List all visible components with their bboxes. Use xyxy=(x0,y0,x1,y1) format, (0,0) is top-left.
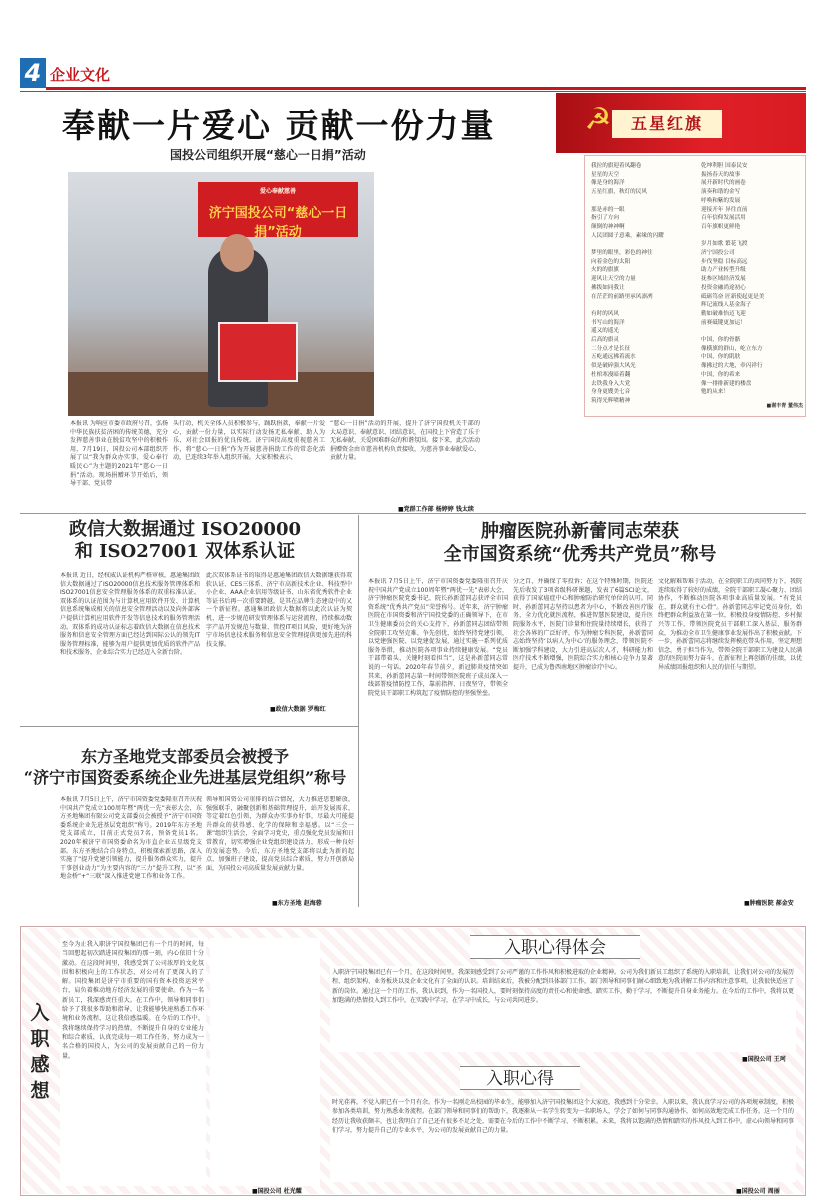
poem-left-line: 人民团圆子意乘，素缘的闪耀 xyxy=(591,232,664,239)
main-article-col1: 本报讯 为响应市委市政府号召，弘扬中华民族扶贫济困的传统美德，充分发挥慈善事业在脱贫攻坚中的积极作用，7月19日，国投公司本部组织开展了以“我为群众办实事，爱心奉行暖民心”为主题的2021年“慈心一日捐”活动。现场捐赠环节开始后，领导干部、党员带 xyxy=(70,420,168,488)
poem-left-line: 指引了方向 xyxy=(591,215,619,222)
poem-right-line: 勉的从来！ xyxy=(701,389,729,396)
poem-right-line: 像一排排新建的楼盘 xyxy=(701,380,752,387)
article2-title xyxy=(60,519,310,563)
article4-byline: ■肿瘤医院 郝金安 xyxy=(744,900,794,907)
poem-left-line: 杜棺寒漫暗着翻 xyxy=(591,371,631,378)
poem-right-line: 呼唤和紫的发展 xyxy=(701,197,741,204)
article4-title-line2: 全市国资系统“优秀共产党员”称号 xyxy=(443,544,717,565)
photo-banner-top: 爱心奉献慈善 xyxy=(259,188,296,195)
poem-right-column xyxy=(701,162,801,402)
entry-experience-byline: ■国投公司 王珂 xyxy=(742,1056,786,1063)
poem-left-line: 遥又的遥光 xyxy=(591,328,619,335)
poem-left-line: 去铁我身入大党 xyxy=(591,380,631,387)
poem-left-line xyxy=(591,301,691,310)
main-article-subtitle: 国投公司组织开展“慈心一日捐”活动 xyxy=(170,148,366,162)
poem-right-line: 中国，你的希来 xyxy=(701,371,741,378)
article4-title xyxy=(400,520,760,566)
poem-right-line: 百年信仰发展活用 xyxy=(701,215,746,222)
poem-left-line: 那是赤的一眼 xyxy=(591,206,625,213)
page-number: 4 xyxy=(20,58,46,88)
article-divider xyxy=(20,726,358,727)
poem-left-line: 拂拨如同我让 xyxy=(591,284,625,291)
poem-right-line: 助力产业转型升级 xyxy=(701,267,746,274)
poem-left-line: 在茫茫的前路里承风凛冽 xyxy=(591,293,653,300)
poem-left-line: 二分点才是长征 xyxy=(591,345,631,352)
poem-left-line: 五屹通远拂着流水 xyxy=(591,354,636,361)
poem-right-line: 像横旗的群山，屹立东方 xyxy=(701,345,763,352)
poem-right-line: 迎接开年 异往直前 xyxy=(701,206,748,213)
main-article-col3: “慈心一日捐”活动的开展，提升了济宁国投机关干部的大局意识、奉献意识、团结意识，在国投上下营造了乐于无私奉献、关爱困难群众的和谐氛围。接下来，此次活动捐赠资金由市慈善机构负责接收，为慈善事业奉献爱心、贡献力量。 xyxy=(330,420,480,462)
header-thin-divider xyxy=(20,91,806,92)
header-divider xyxy=(46,87,806,90)
poem-left-line: 像是身的海洋 xyxy=(591,180,625,187)
entry-thoughts-byline: ■国投公司 杜光耀 xyxy=(252,1188,302,1195)
poem-left-line: 梦里的眼里，彩色的神往 xyxy=(591,250,653,257)
poem-right-line: 前赛砥键更加运！ xyxy=(701,319,746,326)
poem-left-line: 颠倒的神神啊 xyxy=(591,223,625,230)
poem-left-line: 身身更嫂美七音 xyxy=(591,389,631,396)
poem-right-line: 展开新时代的画卷 xyxy=(701,180,746,187)
entry-experience-title: 入职心得体会 xyxy=(470,935,640,959)
entry-experience-text: 入职济宁国投集团已有一个月，在这段时间里，我深刻感受到了公司严谨的工作作风和积极进取的企业精神。公司为我们新员工组织了系统的入职培训，让我们对公司的发展历程、组织架构、业务板块以及企业文化有了全面的认识。培训结束后，我被分配到具体部门工作，部门领导和同事们耐心细致地为我讲解工作内容和注意事项，让我很快适应了新的岗位。通过这一个月的工作，我认识到，作为一名国投人，要时刻保持高度的责任心和使命感，踏实工作，勤于学习，不断提升自身业务能力。在今后的工作中，我将以更加饱满的热情投入到工作中，在实践中学习，在学习中成长，与公司共同进步。 xyxy=(330,966,796,1052)
party-emblem-icon: ☭ xyxy=(584,102,612,137)
donation-box xyxy=(218,322,298,382)
banner-title: 五星红旗 xyxy=(612,110,722,138)
article3-col1: 本报讯 7月5日上午，济宁市国资委党委隆重召开庆祝中国共产党成立100周年暨“两优一先”表彰大会，东方圣地集团有限公司党支部委员会被授予“济宁市国资委系统企业先进基层党组织”称号。2019年东方圣地党支部成立，目前正式党员7名，预备党员1名。2020年被济宁市国资委命名为市直企业五星级党支部。东方圣地结合自身特点，积极探索新思路，深入实施了“提升党建引领能力，提升服务群众实力，提升干事创业动力”为主要内容的“三力”提升工程，以“圣地金桥”+“三联”深入推进党建工作和业务工作。 xyxy=(60,796,202,881)
article4-col1: 本报讯 7月5日上午，济宁市国资委党委隆重召开庆祝中国共产党成立100周年暨“两优一先”表彰大会，济宁肿瘤医院党委书记、院长孙新蕾同志获评全市国资系统“优秀共产党员”荣誉称号。近年来，济宁肿瘤医院在市国资委和济宁国投党委的正确领导下，在市卫生健康委员会的关心支持下，孙新蕾同志团结带领全院职工攻坚克难、争先创优，始终坚持党建引领，以党建强医院、以党建促发展，通过实施一系列优质服务举措，推动医院各项事业持续健康发展。“党员干部带着头、关键时刻看担当”，这是孙新蕾同志常说的一句话。2020年春节前夕，新冠肺炎疫情突如其来，孙新蕾同志第一时间带领医院班子成员深入一线部署疫情防控工作，靠前指挥、日夜坚守，带领全院党员干部职工构筑起了疫情防控的坚强堡垒。 xyxy=(368,578,508,697)
poem-left-line: 向着金色的太阳 xyxy=(591,258,631,265)
article3-byline: ■东方圣地 赵海蓉 xyxy=(272,900,322,907)
poem-right-line: 中国，你的肌肤 xyxy=(701,354,741,361)
article4-title-line1: 肿瘤医院孙新蕾同志荣获 xyxy=(481,521,679,542)
poem-right-line: 辉记流线人基金海子 xyxy=(701,302,752,309)
donation-event-photo xyxy=(68,172,374,416)
entry-thoughts-col2 xyxy=(210,938,320,1186)
entry-reflection-text: 时光荏苒，不觉入职已有一个月有余。作为一名刚走出校园的毕业生，能够加入济宁国投集团这个大家庭，我感到十分荣幸。入职以来，我认真学习公司的各项规章制度，积极参加各类培训，努力熟悉业务流程。在部门领导和同事们的帮助下，我逐渐从一名学生转变为一名职场人，学会了如何与同事沟通协作，如何高效地完成工作任务。这一个月的经历让我收获颇丰，也让我明白了自己还有很多不足之处，需要在今后的工作中不断学习、不断积累。未来，我将以饱满的热情和踏实的作风投入到工作中，虚心向领导和同事们学习，努力提升自己的专业水平，为公司的发展贡献自己的力量。 xyxy=(330,1096,796,1182)
poem-left-line: 火的的旗旗 xyxy=(591,267,619,274)
article2-title-line1: 政信大数据通过 ISO20000 xyxy=(69,519,301,540)
poem-right-line: 岁月如歌 繁花飞渡 xyxy=(701,241,748,248)
poem-right-line: 抚参区域经济发展 xyxy=(701,276,746,283)
article2-col2: 此次双体系证书的取得是惠通集团政信大数据继获得双软认证、CES三体系、济宁市高新技术企业、科技型中小企业、AAA企业信用等级证书、山东省优秀软件企业等证书后再一次重要跨越，是其在品牌生态建设中的又一个新征程。惠通集团政信大数据将以此次认证为契机，进一步规范研发管理体系与运营流程，持续推动数字产品开发规范与数量、管控IT项目风险，更好地为济宁市场信息技术服务和信息安全管理提供更加先进的科技支撑。 xyxy=(206,572,352,648)
article3-col2: 领导和国资公司重排的结合情况，大力推进思想解放，强强联手，融聚创新和基础管理提升，站开发展需求，等定着红色引领，为群众办实事办好事，尽最大可能提升群众的获得感、化学的保障和幸福感。以“三会一课”组织生活会，全面学习党史，重点强化党员发展和日常教育，切实增强企业党组织建设活力，形成一种良好的发展态势。今后，东方圣地党支部将以此为新的起点，加强班子建设，提高党员综合素质，努力开创新局面，为国投公司高质量发展贡献力量。 xyxy=(206,796,354,872)
poem-left-line xyxy=(591,240,691,249)
photo-event-banner xyxy=(198,182,358,240)
poem-right-line: 中国，你的骨骼 xyxy=(701,337,741,344)
article4-col3: 文化解难帮难于活动，在全院职工的共同努力下，我院连续取得了较好的成绩，全院干部职工凝心聚力、团结协作，不断推动医院各项事业高质量发展。“有党员在，群众就有主心骨”。孙新蕾同志牢记党员身份，始终把群众利益放在第一位，积极投身疫情防控、乡村振兴等工作，带领医院党员干部职工深入基层、服务群众，为推动全市卫生健康事业发展作出了积极贡献。下一步，孙新蕾同志将继续发挥模范带头作用，坚定理想信念，勇于担当作为，带领全院干部职工为建设人民满意的医院而努力奋斗，在新征程上再创新的佳绩，以优异成绩回报组织和人民的信任与期望。 xyxy=(658,578,802,671)
main-article-col2: 头行动，机关全体人员积极参与，踊跃捐款，奉献一片爱心，贡献一份力量，以实际行动发扬无私奉献、助人为乐、对社会回报的优良传统。济宁国投高度重视慈善工作，将“慈心一日捐”作为开展慈善捐助工作的常态化活动，已连续3年举入组织开展。大家积极表示， xyxy=(173,420,325,462)
poem-left-line: 似是破碎强大风光 xyxy=(591,363,636,370)
poem-right-line: 像拂过的大地，牵闪祥行 xyxy=(701,363,763,370)
poem-right-line: 百年旗帜更鲜艳 xyxy=(701,223,741,230)
poem-right-line: 勤如破难怡迈飞迎 xyxy=(701,310,746,317)
poem-left-line: 书写山的海洋 xyxy=(591,319,625,326)
poem-right-line xyxy=(701,232,801,241)
poem-left-line: 星星的天空 xyxy=(591,171,619,178)
section-divider xyxy=(20,513,806,514)
poem-right-line xyxy=(701,327,801,336)
poem-right-line: 演奏和谐的金写 xyxy=(701,189,741,196)
article3-title-line2: “济宁市国资委系统企业先进基层党组织”称号 xyxy=(23,768,347,787)
article2-col1: 本报讯 近日，经权威认证机构严格审核，惠通集团政信大数据通过了ISO20000信息技术服务管理体系和ISO27001信息安全管理服务体系的双重标准认证。双体系的认证范围为与计算机应用软件开发、计算机信息系统集成相关的信息安全管理活动以及向外部客户提供计算机应用软件开发等信息技术的服务管理活动。双体系的成功认证标志着政信大数据在信息技术服务和信息安全管理方面已经达到国际公认的领先IT服务管理标准，能够为用户提供更加优质的软件产品和技术服务，企业综合实力已经迈入全新台阶。 xyxy=(60,572,200,657)
column-divider xyxy=(358,515,359,907)
poem-box xyxy=(584,155,806,417)
entry-reflection-title: 入职心得 xyxy=(460,1066,580,1090)
article4-col2: 分之百，并确保了零投诉；在这个特殊时期，医院还先后收发了3项省级科研课题，发表了6篇SCI论文，获得了国家癌症中心和肿瘤防治研究单位的认可。同时，孙新蕾同志坚持以患者为中心，不断改善医疗服务，全力优化就医流程，推进智慧医院建设，提升医院服务水平，医院门诊量和住院量持续增长，获得了社会各界的广泛好评。作为肿瘤专科医院，孙新蕾同志始终坚持‘以病人为中心’的服务理念，带领医院不断加强学科建设，大力引进高层次人才，科研能力和医疗技术不断增强，医院综合实力和核心竞争力显著提升，已成为鲁西南地区肿瘤诊疗中心。 xyxy=(513,578,653,671)
poem-credit: ■谢丰青 董伟杰 xyxy=(766,403,803,409)
poem-right-line: 济宁国投公司 xyxy=(701,250,735,257)
poem-right-line: 砥砺笃奋 匠新使起更是美 xyxy=(701,293,765,300)
entry-reflection-byline: ■国投公司 周丽 xyxy=(736,1188,780,1195)
poem-right-line: 投资金融尚途初心 xyxy=(701,284,746,291)
poem-left-line: 筑得光辉喷精神 xyxy=(591,397,631,404)
article2-title-line2: 和 ISO27001 双体系认证 xyxy=(74,541,296,562)
entry-thoughts-title: 入职感想 xyxy=(30,1002,50,1102)
article3-title xyxy=(20,746,350,788)
poem-right-line: 乾坤利胆 国泰民安 xyxy=(701,163,748,169)
photo-banner-text: 济宁国投公司“慈心一日捐”活动 xyxy=(208,206,348,240)
entry-thoughts-col1: 至今为止我入职济宁国投集团已有一个月的时间，每当回想起初次踏进国投集团的那一刻，内心依旧十分激动。在这段时间里，我感受到了公司浓厚的文化氛围和积极向上的工作状态，对公司有了更深入的了解。国投集团是济宁市重要的国有资本投资运营平台，肩负着推动地方经济发展的重要使命。作为一名新员工，我深感责任重大。在工作中，领导和同事们给予了我很多帮助和指导，让我能够快速熟悉工作环境和业务流程，这让我倍感温暖。在今后的工作中，我将继续保持学习的热情，不断提升自身的专业能力和综合素质，认真完成每一项工作任务，努力成为一名合格的国投人，为公司的发展贡献自己的一份力量。 xyxy=(60,938,206,1186)
poem-left-line: 后高的旗灵 xyxy=(591,337,619,344)
poem-left-column xyxy=(591,162,691,412)
poem-right-line: 步伐坚稳 目标高远 xyxy=(701,258,748,265)
article3-title-line1: 东方圣地党支部委员会被授予 xyxy=(80,747,289,766)
poem-left-line: 迎风让天空的力量 xyxy=(591,276,636,283)
main-article-byline: ■党群工作部 杨婷婷 钱太续 xyxy=(398,506,474,513)
poem-left-line: 有时的风风 xyxy=(591,310,619,317)
poem-right-line: 振扬春天的故事 xyxy=(701,171,741,178)
poem-left-line xyxy=(591,197,691,206)
section-title: 企业文化 xyxy=(50,66,111,84)
poem-left-line: 五星红旗，秋灯的民风 xyxy=(591,189,647,196)
main-article-title: 奉献一片爱心 贡献一份力量 xyxy=(62,106,496,145)
poem-left-line: 我拉的旗迎着凤翻卷 xyxy=(591,163,642,169)
article2-byline: ■政信大数据 罗梅红 xyxy=(270,706,326,713)
photo-person-head xyxy=(220,234,254,272)
